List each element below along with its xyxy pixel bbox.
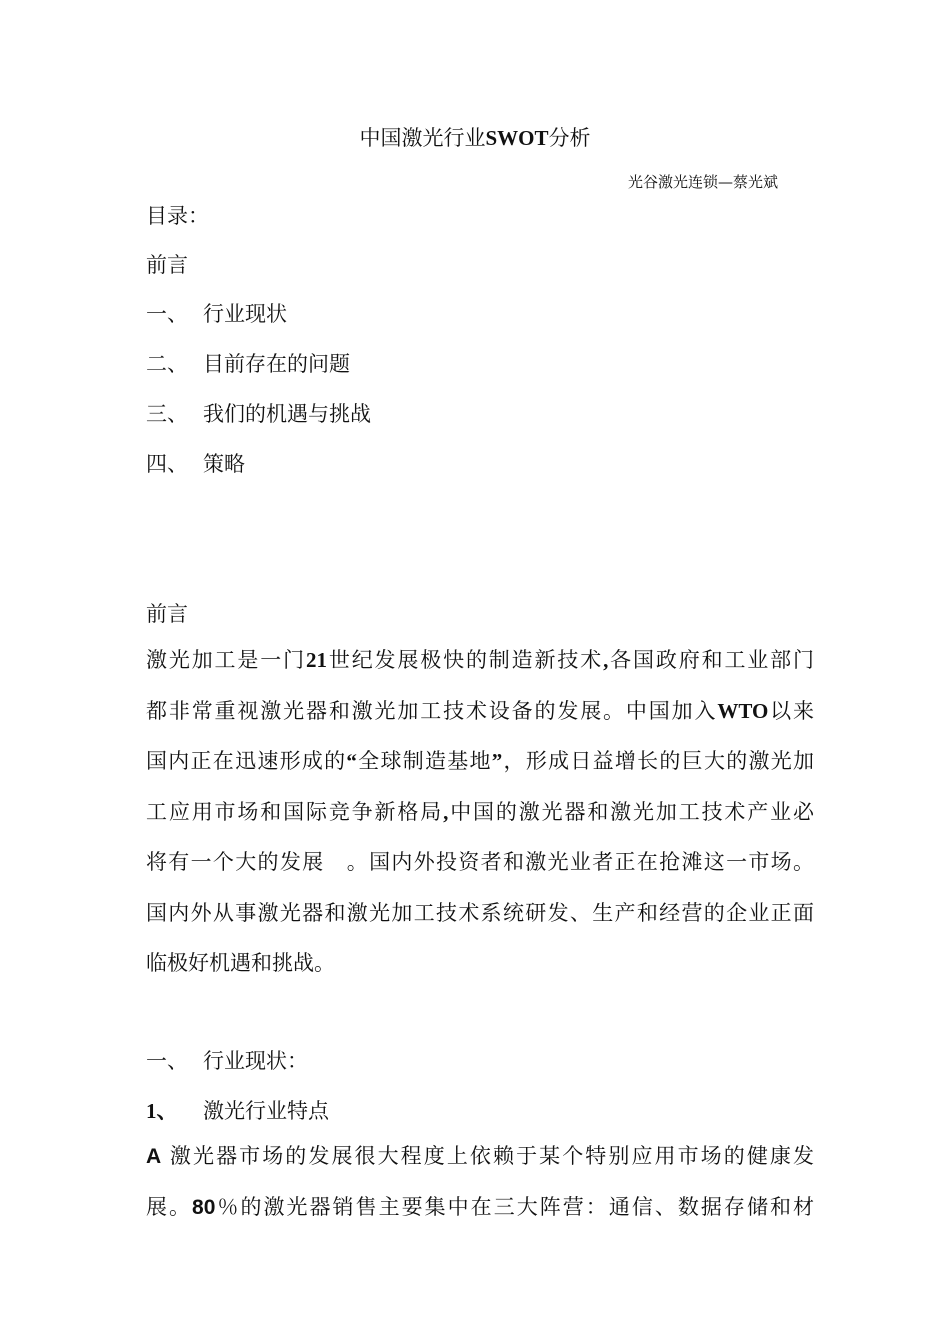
text-run: ％的激光器销售主要集中在三大阵营：通信、数据存储和材 — [215, 1194, 814, 1219]
title-swot: SWOT — [485, 126, 549, 150]
paragraph-line — [146, 1131, 814, 1182]
toc-item-number: 二、 — [146, 352, 188, 376]
text-run-bold: WTO — [717, 698, 769, 723]
paragraph-line — [146, 837, 814, 888]
text-run: 将有一个大的发展 。国内外投资者和激光业者正在抢滩这一市场。 — [146, 850, 814, 874]
subsection-number: 1、 — [146, 1099, 178, 1123]
text-run: 临极好机遇和挑战。 — [146, 951, 335, 975]
text-run: 全球制造基地 — [356, 749, 492, 773]
toc-item-number: 四、 — [146, 452, 188, 476]
text-run: 工应用市场和国际竞争新格局 — [146, 799, 444, 824]
text-run: 国内正在迅速形成的 — [146, 749, 347, 773]
toc-item-preface: 前言 — [146, 253, 188, 277]
preface-heading: 前言 — [146, 602, 188, 626]
title-suffix: 分析 — [548, 126, 591, 150]
toc-item-number: 三、 — [146, 402, 188, 426]
text-run-bold: , — [603, 648, 609, 672]
subsection-title: 激光行业特点 — [203, 1099, 329, 1123]
document-author: 光谷激光连锁—蔡光斌 — [628, 173, 779, 191]
text-run: 展。 — [146, 1194, 193, 1219]
section-title: 行业现状： — [203, 1049, 308, 1073]
text-run: ，形成日益增长的巨大的激光加 — [502, 749, 815, 773]
text-run: 都非常重视激光器和激光加工技术设备的发展。中国加入 — [146, 698, 718, 723]
toc-item-number: 一、 — [146, 302, 188, 326]
toc-item-label: 目前存在的问题 — [203, 352, 350, 376]
section1-paragraph — [146, 1131, 814, 1232]
text-run-bold: , — [443, 799, 449, 824]
paragraph-line — [146, 787, 814, 838]
text-run-bold: ” — [491, 749, 503, 773]
text-run: 中国的激光器和激光加工技术产业必 — [448, 799, 814, 824]
text-run: 激光加工是一门 — [146, 648, 306, 672]
text-run-bold: 21 — [305, 648, 327, 672]
paragraph-line — [146, 686, 814, 737]
text-run: 世纪发展极快的制造新技术 — [326, 648, 604, 672]
document-title — [0, 122, 950, 152]
toc-item-label: 策略 — [203, 452, 245, 476]
preface-paragraph — [146, 635, 814, 989]
paragraph-line — [146, 1182, 814, 1233]
text-run-bold: A — [146, 1145, 162, 1168]
title-prefix: 中国激光行业 — [359, 126, 486, 150]
section-number: 一、 — [146, 1049, 188, 1073]
text-run-bold: “ — [346, 749, 357, 773]
paragraph-line — [146, 888, 814, 939]
text-run-bold: 80 — [192, 1195, 216, 1219]
paragraph-line — [146, 635, 814, 686]
toc-item-label: 行业现状 — [203, 302, 287, 326]
toc-heading: 目录： — [146, 204, 209, 228]
text-run: 以来 — [768, 698, 815, 723]
paragraph-line — [146, 938, 814, 989]
text-run: 国内外从事激光器和激光加工技术系统研发、生产和经营的企业正面 — [146, 900, 814, 925]
text-run: 激光器市场的发展很大程度上依赖于某个特别应用市场的健康发 — [161, 1144, 814, 1168]
paragraph-line — [146, 736, 814, 787]
toc-item-label: 我们的机遇与挑战 — [203, 402, 371, 426]
text-run: 各国政府和工业部门 — [608, 648, 815, 672]
